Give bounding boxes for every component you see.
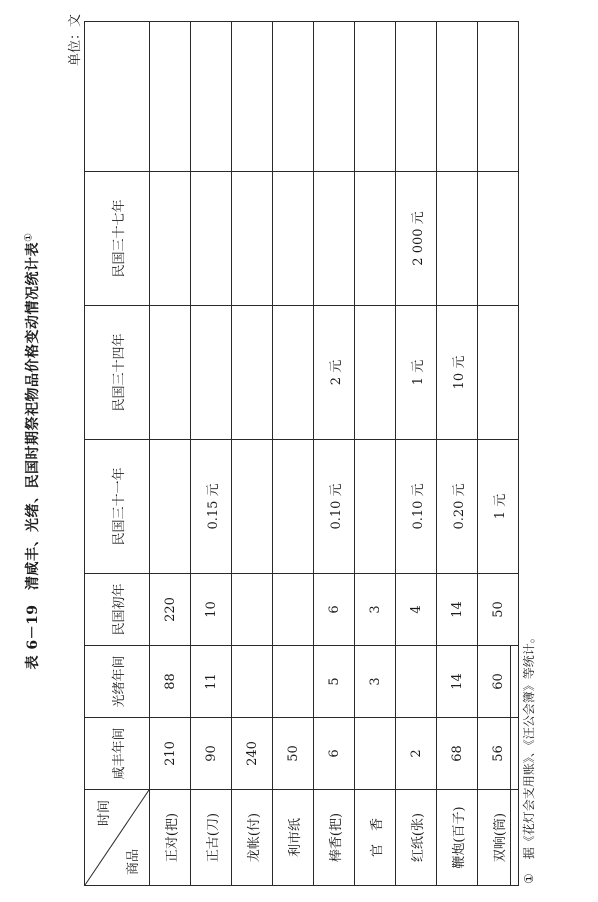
table-cell: 0.10 元 bbox=[396, 440, 437, 574]
table-cell bbox=[232, 172, 273, 306]
table-cell bbox=[355, 306, 396, 440]
table-cell bbox=[314, 172, 355, 306]
table-row bbox=[150, 22, 191, 886]
table-cell: 88 bbox=[150, 646, 191, 718]
table-cell bbox=[437, 172, 478, 306]
footnote-text: 据《花灯会支用账》、《汪公会簿》等统计。 bbox=[522, 631, 536, 860]
table-row bbox=[396, 22, 437, 886]
footnote-mark: ① bbox=[522, 873, 536, 884]
table-cell bbox=[232, 22, 273, 172]
column-header: 民国初年 bbox=[85, 574, 150, 646]
row-item-label: 正古(刀) bbox=[191, 790, 232, 886]
table-cell bbox=[478, 22, 519, 172]
table-cell: 240 bbox=[232, 718, 273, 790]
column-header bbox=[85, 22, 150, 172]
table-body bbox=[85, 22, 519, 886]
table-cell bbox=[273, 646, 314, 718]
price-table bbox=[84, 21, 519, 886]
corner-header-cell bbox=[85, 790, 150, 886]
table-cell bbox=[232, 440, 273, 574]
footnote-rule bbox=[510, 646, 511, 886]
table-cell bbox=[232, 574, 273, 646]
table-cell bbox=[232, 306, 273, 440]
table-cell bbox=[478, 306, 519, 440]
table-cell bbox=[150, 172, 191, 306]
row-item-label: 官 香 bbox=[355, 790, 396, 886]
table-cell bbox=[355, 718, 396, 790]
table-cell: 4 bbox=[396, 574, 437, 646]
table-cell: 60 bbox=[478, 646, 519, 718]
table-cell: 0.10 元 bbox=[314, 440, 355, 574]
table-cell: 2 000 元 bbox=[396, 172, 437, 306]
row-item-label: 红纸(张) bbox=[396, 790, 437, 886]
table-cell: 14 bbox=[437, 574, 478, 646]
title-footnote-mark: ① bbox=[23, 232, 35, 242]
corner-goods-label: 商品 bbox=[126, 848, 141, 875]
table-cell bbox=[355, 22, 396, 172]
table-cell: 56 bbox=[478, 718, 519, 790]
table-row bbox=[273, 22, 314, 886]
table-cell bbox=[273, 574, 314, 646]
column-header: 光绪年间 bbox=[85, 646, 150, 718]
table-cell: 3 bbox=[355, 646, 396, 718]
table-row bbox=[314, 22, 355, 886]
row-item-label: 龙帐(付) bbox=[232, 790, 273, 886]
table-row bbox=[478, 22, 519, 886]
table-cell: 0.15 元 bbox=[191, 440, 232, 574]
unit-label: 单位：文 bbox=[68, 14, 83, 67]
table-cell: 220 bbox=[150, 574, 191, 646]
column-header: 民国三十四年 bbox=[85, 306, 150, 440]
table-cell: 14 bbox=[437, 646, 478, 718]
table-cell: 5 bbox=[314, 646, 355, 718]
table-cell bbox=[273, 172, 314, 306]
column-header: 民国三十七年 bbox=[85, 172, 150, 306]
table-cell bbox=[396, 646, 437, 718]
row-item-label: 鞭炮(百子) bbox=[437, 790, 478, 886]
table-cell bbox=[478, 172, 519, 306]
table-cell: 0.20 元 bbox=[437, 440, 478, 574]
table-cell bbox=[355, 440, 396, 574]
table-cell: 1 元 bbox=[396, 306, 437, 440]
column-header: 咸丰年间 bbox=[85, 718, 150, 790]
table-cell bbox=[232, 646, 273, 718]
table-cell bbox=[150, 306, 191, 440]
table-cell bbox=[396, 22, 437, 172]
table-cell: 2 bbox=[396, 718, 437, 790]
table-cell bbox=[314, 22, 355, 172]
table-cell: 68 bbox=[437, 718, 478, 790]
table-cell bbox=[191, 22, 232, 172]
table-cell: 10 元 bbox=[437, 306, 478, 440]
table-cell: 2 元 bbox=[314, 306, 355, 440]
table-row bbox=[232, 22, 273, 886]
table-cell: 50 bbox=[273, 718, 314, 790]
table-cell bbox=[273, 22, 314, 172]
header-row bbox=[85, 22, 150, 886]
table-cell: 6 bbox=[314, 718, 355, 790]
row-item-label: 利市纸 bbox=[273, 790, 314, 886]
table-title-text: 表 6－19 清咸丰、光绪、民国时期祭祀物品价格变动情况统计表 bbox=[25, 241, 41, 670]
table-cell: 11 bbox=[191, 646, 232, 718]
table-cell bbox=[273, 440, 314, 574]
row-item-label: 正对(把) bbox=[150, 790, 191, 886]
table-cell: 90 bbox=[191, 718, 232, 790]
table-cell bbox=[191, 172, 232, 306]
table-row bbox=[355, 22, 396, 886]
table-cell: 50 bbox=[478, 574, 519, 646]
table-cell bbox=[191, 306, 232, 440]
footnote bbox=[520, 631, 537, 884]
table-cell: 6 bbox=[314, 574, 355, 646]
table-title bbox=[22, 0, 46, 902]
table-cell bbox=[150, 22, 191, 172]
table-row bbox=[437, 22, 478, 886]
table-cell bbox=[273, 306, 314, 440]
row-item-label: 棒香(把) bbox=[314, 790, 355, 886]
column-header: 民国三十一年 bbox=[85, 440, 150, 574]
table-cell bbox=[355, 172, 396, 306]
corner-time-label: 时间 bbox=[97, 800, 112, 827]
table-cell: 3 bbox=[355, 574, 396, 646]
row-item-label: 双响(筒) bbox=[478, 790, 519, 886]
table-cell: 1 元 bbox=[478, 440, 519, 574]
table-cell bbox=[150, 440, 191, 574]
table-cell: 10 bbox=[191, 574, 232, 646]
table-cell bbox=[437, 22, 478, 172]
table-cell: 210 bbox=[150, 718, 191, 790]
table-row bbox=[191, 22, 232, 886]
